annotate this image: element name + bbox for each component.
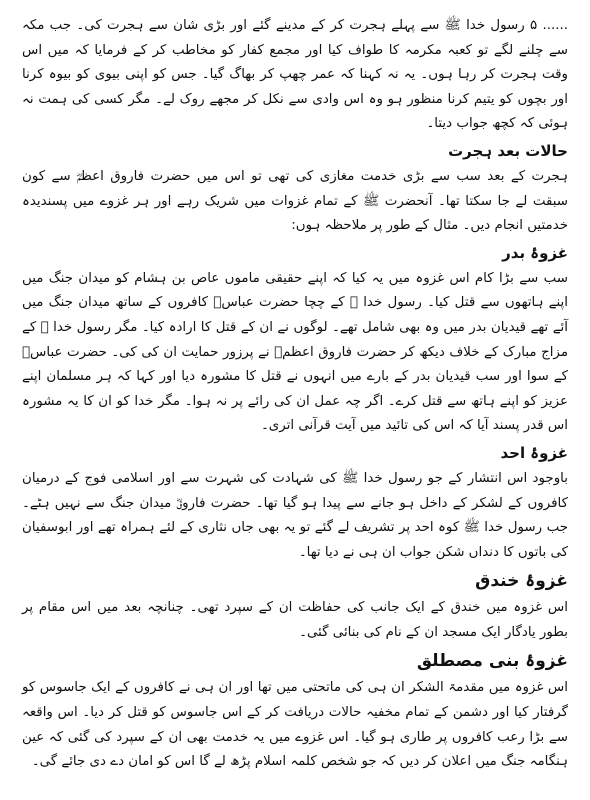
- footnote-marker: ۵ ......: [530, 18, 568, 33]
- paragraph-badr: سب سے بڑا کام اس غزوہ میں یہ کیا کہ اپنے حقیقی ماموں عاص بن ہشام کو میدان جنگ میں اپنے ہاتھوں سے قتل کیا۔ رسول خدا ﷺ کے چچا حضرت عباسؓ کافروں کے ساتھ میدان جنگ میں آئے تھے قیدیان بدر میں وہ بھی شامل تھے۔ لوگوں نے ان کے قتل کا ارادہ کیا۔ مگر رسول خدا ﷺ کے مزاج مبارک کے خلاف دیکھ کر حضرت فاروق اعظمؓ نے پرزور حمایت ان کی کی۔ حضرت عباسؓ کے سوا اور سب قیدیان بدر کے بارے میں انہوں نے قتل کا مشورہ دیا اور کہا کہ ہر مسلمان اپنے عزیز کو اپنے ہاتھ سے قتل کرے۔ اگر چہ عمل ان کی رائے پر نہ ہوا۔ مگر خدا کو ان کا یہ مشورہ اس قدر پسند آیا کہ اس کی تائید میں آیت قرآنی اتری۔: [22, 270, 568, 434]
- heading-uhud: غزوۂ احد: [500, 443, 568, 462]
- paragraph-uhud: باوجود اس انتشار کے جو رسول خدا ﷺ کی شہادت کی شہرت سے اور اسلامی فوج کے درمیان کافروں کے لشکر کے داخل ہو جانے سے پیدا ہو گیا تھا۔ حضرت فاروقؓ میدان جنگ سے نہیں ہٹے۔ جب رسول خدا ﷺ کوہ احد پر تشریف لے گئے تو یہ بھی جاں نثاری کے لئے ہمراہ تھے اور ابوسفیان کی باتوں کا دنداں شکن جواب ان ہی نے دیا تھا۔: [22, 470, 568, 560]
- heading-after-hijrat: حالات بعد ہجرت: [448, 141, 568, 160]
- paragraph-after-hijrat: ہجرت کے بعد سب سے بڑی خدمت مغازی کی تھی تو اس میں حضرت فاروق اعظمؓ سے کون سبقت لے جا سکتا تھا۔ آنحضرت ﷺ کے تمام غزوات میں شریک رہے اور ہر غزوے میں پسندیدہ خدمتیں انجام دیں۔ مثال کے طور پر ملاحظہ ہوں:: [22, 168, 568, 234]
- opening-text: رسول خدا ﷺ سے پہلے ہجرت کر کے مدینے گئے اور بڑی شان سے ہجرت کی۔ جب مکہ سے چلنے لگے تو کعبہ مکرمہ کا طواف کیا اور مجمع کفار کو مخاطب کر کے فرمایا کہ میں اس وقت ہجرت کر رہا ہوں۔ یہ نہ کہنا کہ عمر چھپ کر بھاگ گیا۔ جس کو اپنی بیوی کو بیوہ کرنا اور بچوں کو یتیم کرنا منظور ہو وہ اس وادی سے نکل کر مجھے روک لے۔ مگر کسی کی ہمت نہ ہوئی کہ کچھ جواب دیتا۔: [22, 18, 568, 132]
- heading-bani-mustaliq: غزوۂ بنی مصطلق: [416, 651, 568, 672]
- heading-khandaq: غزوۂ خندق: [475, 571, 568, 592]
- paragraph-khandaq: اس غزوہ میں خندق کے ایک جانب کی حفاظت ان کے سپرد تھی۔ چنانچہ بعد میں اس مقام پر بطور یادگار ایک مسجد ان کے نام کی بنائی گئی۔: [22, 600, 568, 640]
- opening-paragraph: [22, 14, 568, 137]
- paragraph-bani-mustaliq: اس غزوہ میں مقدمۃ الشکر ان ہی کی ماتحتی میں تھا اور ان ہی نے کافروں کے ایک جاسوس کو گرفتار کیا اور دشمن کے تمام مخفیہ حالات دریافت کر کے اس جاسوس کو قتل کر دیا۔ اس واقعہ سے بڑا رعب کافروں پر طاری ہو گیا۔ اس غزوے میں یہ خدمت بھی ان کے سپرد کی گئی کہ عین ہنگامہ جنگ میں اعلان کر دیں کہ جو شخص کلمہ اسلام پڑھ لے گا اس کو امان دے دی جائے گی۔: [22, 680, 568, 770]
- heading-badr: غزوۂ بدر: [502, 243, 568, 262]
